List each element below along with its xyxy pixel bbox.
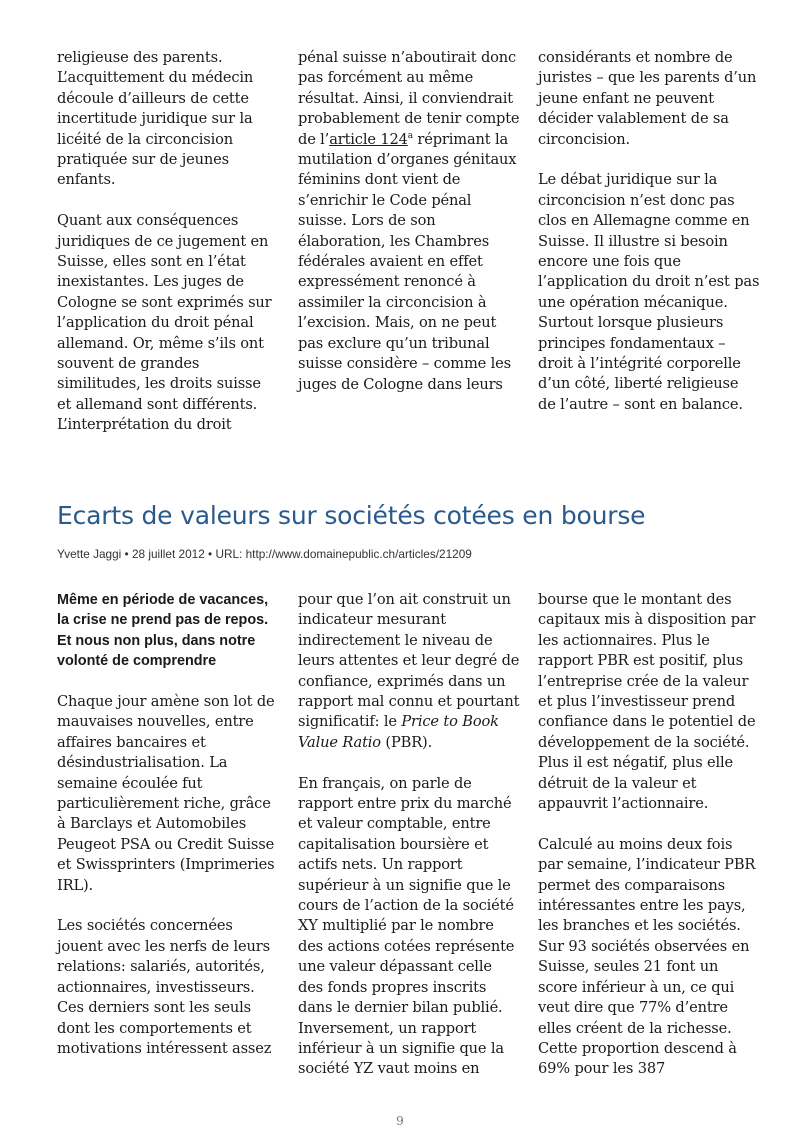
paragraph: Le débat juridique sur la circoncision n’est donc pas clos en Allemagne comme en Suisse. Il illustre si besoin encore une fois que l’application du droit n’est pas une opération mécanique. Surtout lorsque plusieurs principes fondamentaux – droit à l’intégrité corporelle d’un côté, liberté religieuse de l’autre – sont en balance. [538, 171, 760, 413]
article-byline: Yvette Jaggi • 28 juillet 2012 • URL: http://www.domainepublic.ch/articles/21209 [57, 547, 472, 561]
paragraph: considérants et nombre de juristes – que les parents d’un jeune enfant ne peuvent décider valablement de sa circoncision. [538, 49, 757, 148]
paragraph [298, 590, 520, 753]
text-segment: (PBR). [380, 733, 433, 751]
footnote-marker: a [407, 130, 413, 141]
paragraph [298, 48, 520, 395]
column-top-2 [298, 48, 520, 395]
paragraph: Chaque jour amène son lot de mauvaises nouvelles, entre affaires bancaires et désindustrialisation. La semaine écoulée fut particulièrement riche, grâce à Barclays et Automobiles Peugeot PSA ou Credit Suisse et Swissprinters (Imprimeries IRL). [57, 693, 275, 894]
text-segment: réprimant la mutilation d’organes génitaux féminins dont vient de s’enrichir le Code pénal suisse. Lors de son élaboration, les Chambres fédérales avaient en effet expressément renoncé à assimiler la circoncision à l’excision. Mais, on ne peut pas exclure qu’un tribunal suisse considère – comme les juges de Cologne dans leurs [298, 130, 517, 393]
paragraph: En français, on parle de rapport entre prix du marché et valeur comptable, entre capitalisation boursière et actifs nets. Un rapport supérieur à un signifie que le cours de l’action de la société XY multiplié par le nombre des actions cotées représente une valeur dépassant celle des fonds propres inscrits dans le dernier bilan publié. Inversement, un rapport inférieur à un signifie que la société YZ vaut moins en [298, 774, 515, 1078]
article-title: Ecarts de valeurs sur sociétés cotées en bourse [57, 501, 646, 530]
page-number: 9 [396, 1114, 404, 1128]
column-article-1 [57, 590, 277, 1059]
text-segment: pour que l’on ait construit un indicateur mesurant indirectement le niveau de leurs attentes et leur degré de confiance, exprimés dans un rapport mal connu et pourtant significatif: le [298, 591, 520, 731]
column-article-3 [538, 590, 760, 1080]
paragraph: Les sociétés concernées jouent avec les nerfs de leurs relations: salariés, autorités, actionnaires, investisseurs. Ces derniers sont les seuls dont les comportements et motivations intéressent assez [57, 917, 272, 1057]
article-124-link[interactable]: article 124 [329, 130, 408, 148]
column-top-3 [538, 48, 760, 415]
paragraph: bourse que le montant des capitaux mis à disposition par les actionnaires. Plus le rapport PBR est positif, plus l’entreprise crée de la valeur et plus l’investisseur prend confiance dans le potentiel de développement de la société. Plus il est négatif, plus elle détruit de la valeur et appauvrit l’actionnaire. [538, 591, 756, 813]
article-lead: Même en période de vacances, la crise ne prend pas de repos. Et nous non plus, dans notre volonté de comprendre [57, 592, 269, 670]
text-segment: pénal suisse n’aboutirait donc pas forcément au même résultat. Ainsi, il conviendrait probablement de tenir compte de l’ [298, 49, 520, 148]
paragraph: Quant aux conséquences juridiques de ce jugement en Suisse, elles sont en l’état inexistantes. Les juges de Cologne se sont exprimés sur l’application du droit pénal allemand. Or, même s’ils ont souvent de grandes similitudes, les droits suisse et allemand sont différents. L’interprétation du droit [57, 212, 272, 434]
paragraph: religieuse des parents. L’acquittement du médecin découle d’ailleurs de cette incertitude juridique sur la licéité de la circoncision pratiquée sur de jeunes enfants. [57, 49, 254, 189]
column-top-1 [57, 48, 275, 436]
emphasis: Price to Book Value Ratio [298, 713, 499, 751]
column-article-2 [298, 590, 520, 1080]
paragraph: Calculé au moins deux fois par semaine, l’indicateur PBR permet des comparaisons intéressantes entre les pays, les branches et les sociétés. Sur 93 sociétés observées en Suisse, seules 21 font un score inférieur à un, ce qui veut dire que 77% d’entre elles créent de la richesse. Cette proportion descend à 69% pour les 387 [538, 835, 756, 1078]
